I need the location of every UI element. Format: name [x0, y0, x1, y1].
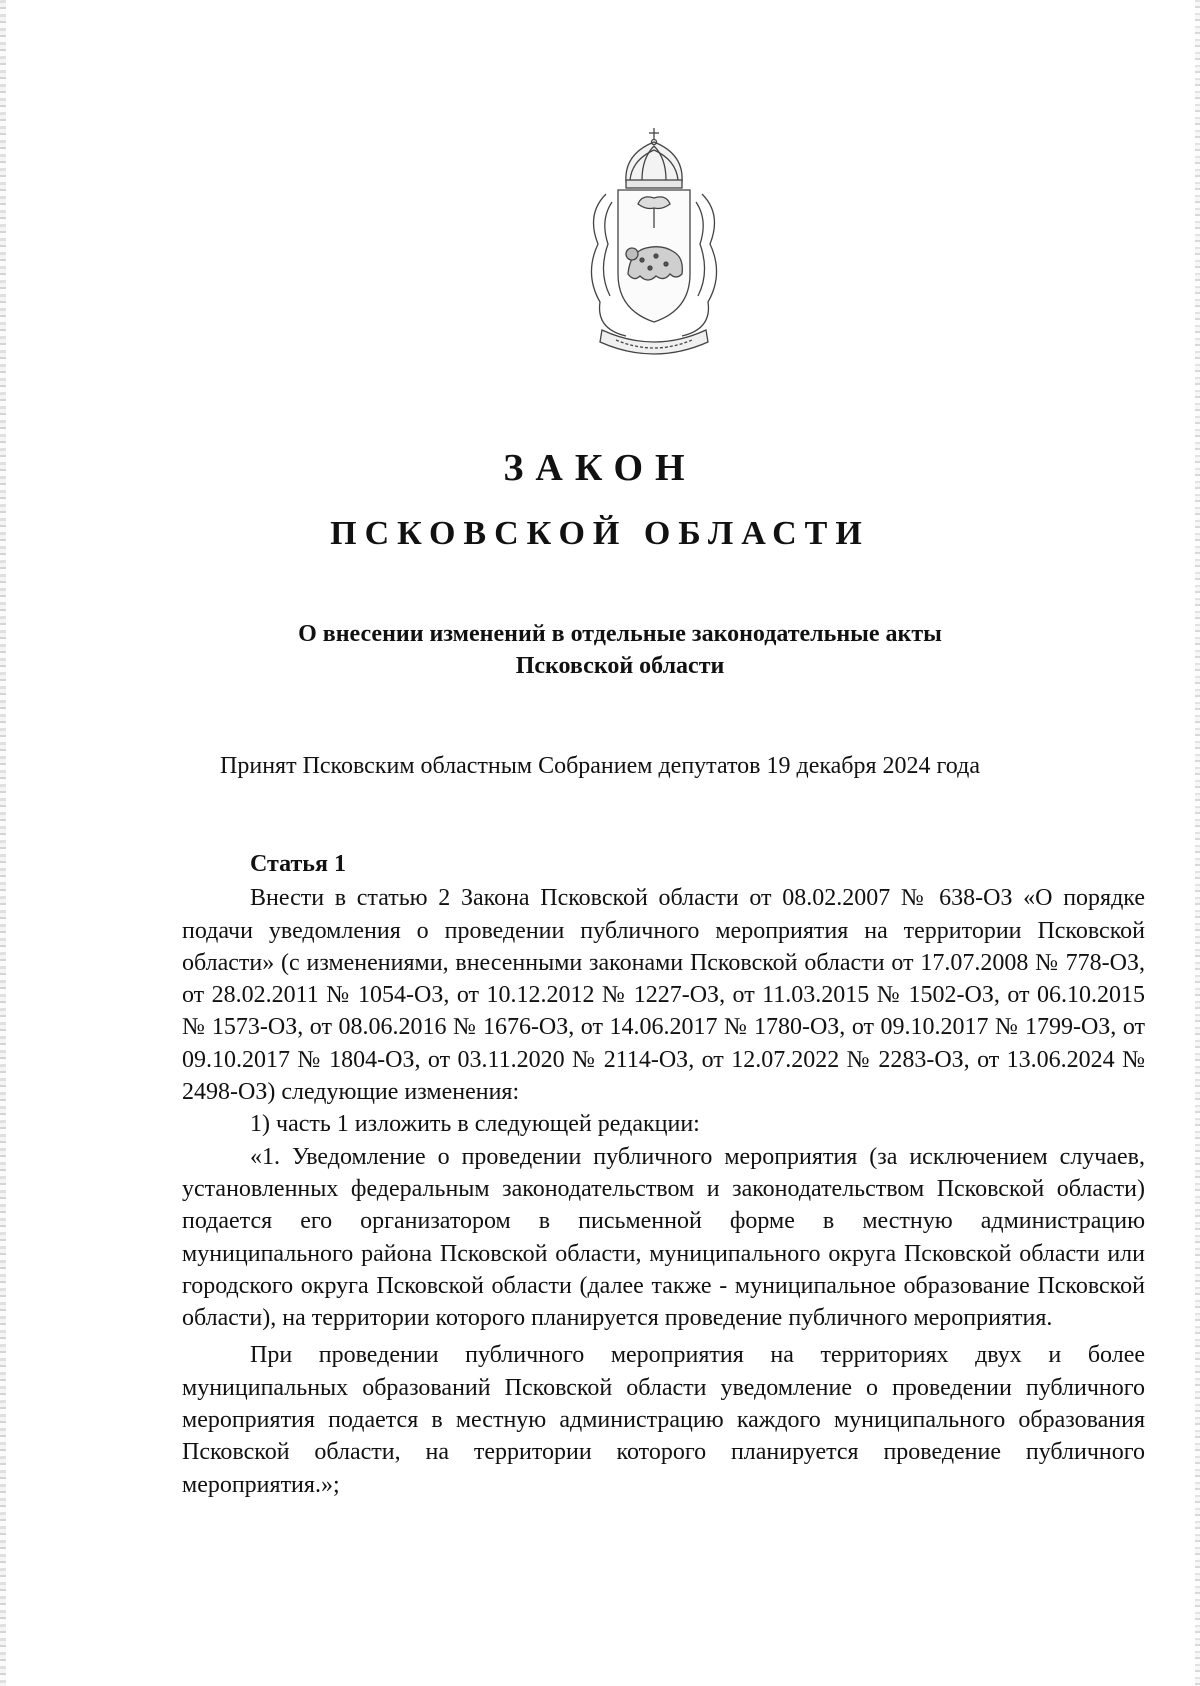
- scan-edge-right: [1195, 0, 1200, 1686]
- article-heading: Статья 1: [250, 851, 346, 877]
- scan-edge-left: [0, 0, 6, 1686]
- law-title: [240, 618, 1000, 682]
- article-1: [182, 848, 1145, 1501]
- article-paragraph: При проведении публичного мероприятия на территориях двух и более муниципальных образований Псковской области уведомление о проведении публичного мероприятия подается в местную администрацию каждого муниципального образования Псковской области, на территории которого планируется проведение публичного мероприятия.»;: [182, 1342, 1145, 1498]
- law-title-line1: О внесении изменений в отдельные законодательные акты: [298, 621, 942, 647]
- coat-of-arms-emblem: [566, 124, 742, 364]
- article-paragraph: «1. Уведомление о проведении публичного мероприятия (за исключением случаев, установленных федеральным законодательством и законодательством Псковской области) подается его организатором в письменной форме в местную администрацию муниципального района Псковской области, муниципального округа Псковской области или городского округа Псковской области (далее также - муниципальное образование Псковской области), на территории которого планируется проведение публичного мероприятия.: [182, 1143, 1145, 1332]
- law-heading: ЗАКОН: [503, 447, 697, 489]
- law-title-line2: Псковской области: [515, 653, 725, 679]
- law-region-heading: ПСКОВСКОЙ ОБЛАСТИ: [330, 515, 870, 552]
- adoption-statement: Принят Псковским областным Собранием депутатов 19 декабря 2024 года: [220, 753, 980, 779]
- article-paragraph: Внести в статью 2 Закона Псковской области от 08.02.2007 № 638-ОЗ «О порядке подачи уведомления о проведении публичного мероприятия на территории Псковской области» (с изменениями, внесенными законами Псковской области от 17.07.2008 № 778-ОЗ, от 28.02.2011 № 1054-ОЗ, от 10.12.2012 № 1227-ОЗ, от 11.03.2015 № 1502-ОЗ, от 06.10.2015 № 1573-ОЗ, от 08.06.2016 № 1676-ОЗ, от 14.06.2017 № 1780-ОЗ, от 09.10.2017 № 1799-ОЗ, от 09.10.2017 № 1804-ОЗ, от 03.11.2020 № 2114-ОЗ, от 12.07.2022 № 2283-ОЗ, от 13.06.2024 № 2498-ОЗ) следующие изменения:: [182, 885, 1145, 1106]
- article-paragraph: 1) часть 1 изложить в следующей редакции:: [250, 1111, 700, 1138]
